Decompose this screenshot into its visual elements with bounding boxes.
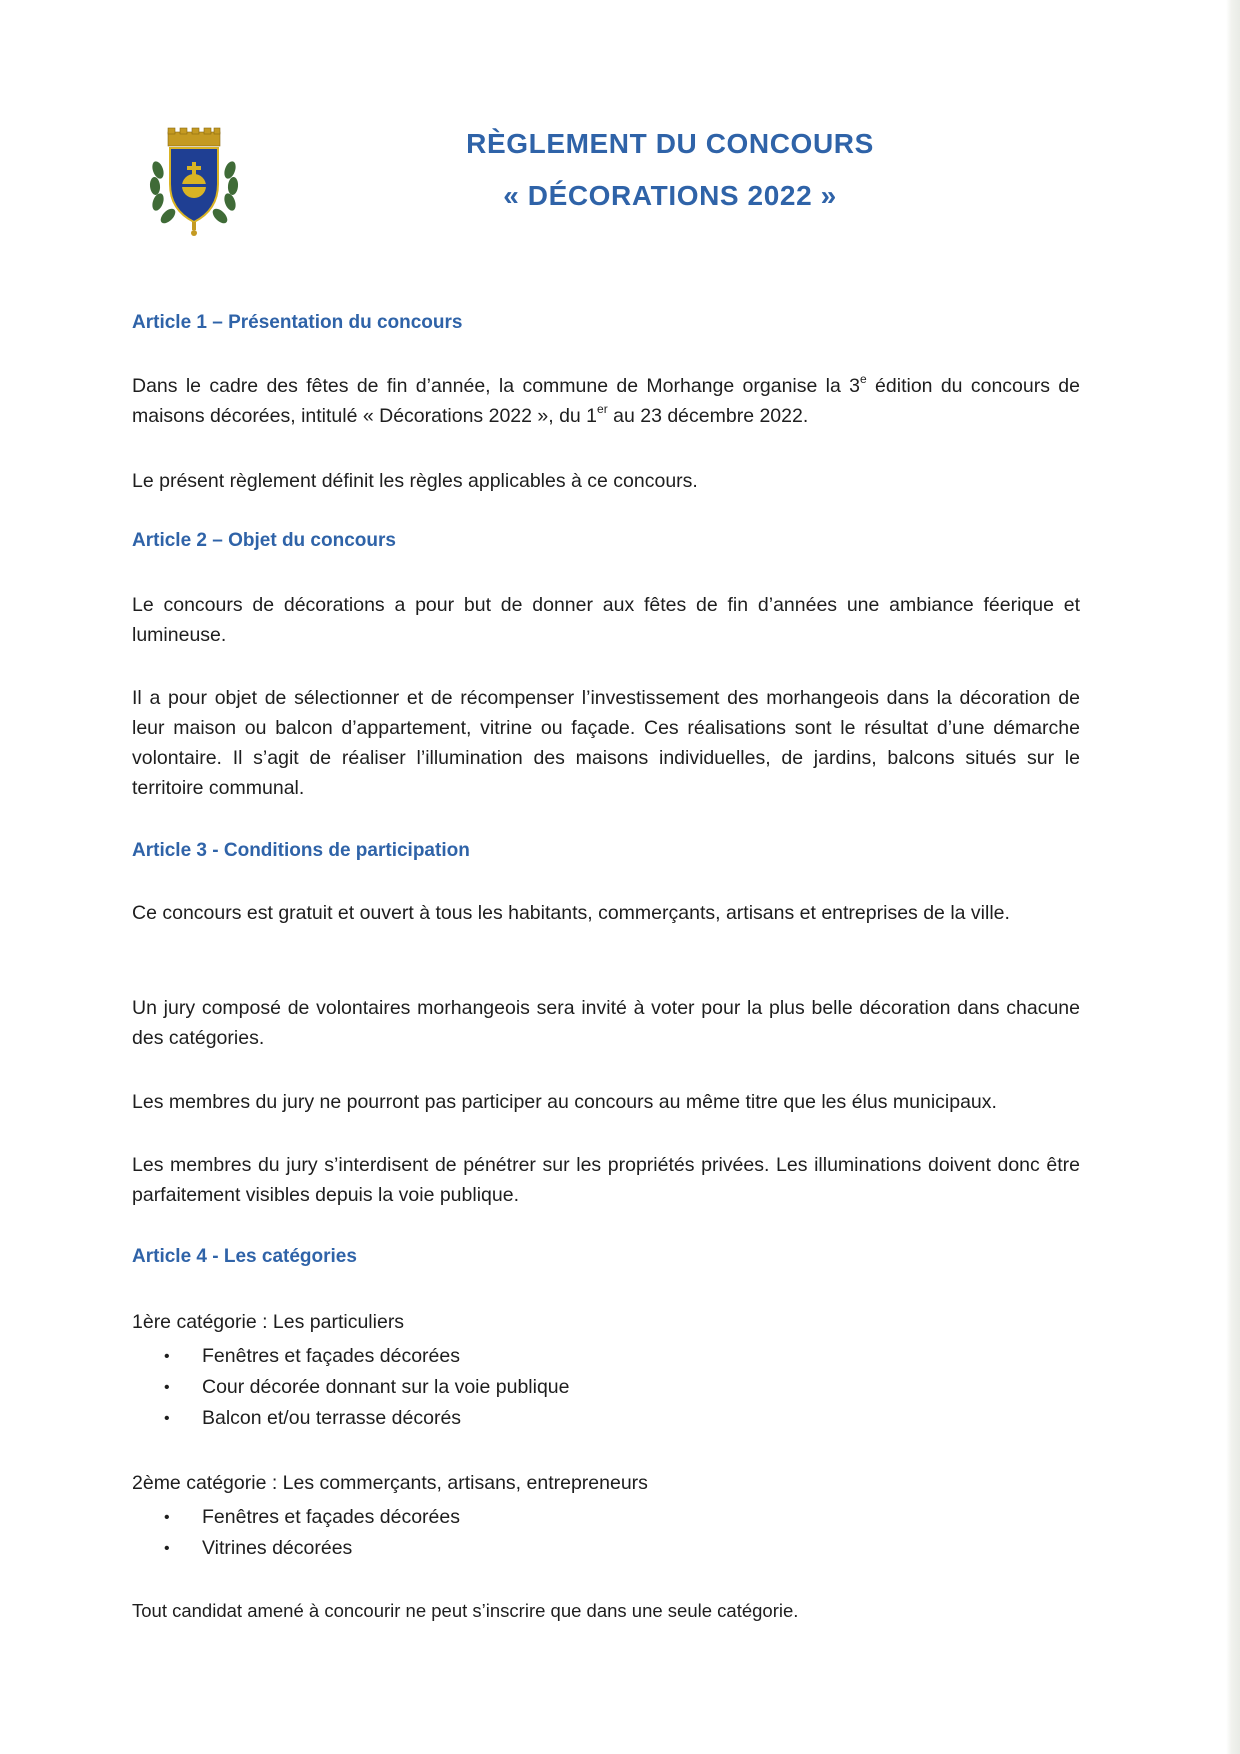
list-item: • Fenêtres et façades décorées <box>132 1502 460 1533</box>
article1-heading: Article 1 – Présentation du concours <box>132 312 463 333</box>
category1-title: 1ère catégorie : Les particuliers <box>132 1311 405 1333</box>
article3-paragraph2: Un jury composé de volontaires morhangeois sera invité à voter pour la plus belle décoration dans chacune des catégories. <box>132 997 1080 1049</box>
closing-sentence: Tout candidat amené à concourir ne peut s’inscrire que dans une seule catégorie. <box>132 1600 799 1621</box>
article3-heading: Article 3 - Conditions de participation <box>132 840 470 861</box>
category2-title: 2ème catégorie : Les commerçants, artisans, entrepreneurs <box>132 1472 648 1494</box>
list-item: • Cour décorée donnant sur la voie publique <box>132 1372 570 1403</box>
article3-paragraph3: Les membres du jury ne pourront pas participer au concours au même titre que les élus municipaux. <box>132 1091 997 1113</box>
article4-heading: Article 4 - Les catégories <box>132 1246 357 1267</box>
page-edge <box>1226 0 1240 1754</box>
article2-heading: Article 2 – Objet du concours <box>132 530 396 551</box>
article1-paragraph2: Le présent règlement définit les règles applicables à ce concours. <box>132 470 698 492</box>
list-item: • Fenêtres et façades décorées <box>132 1341 570 1372</box>
category2-list <box>132 1502 460 1564</box>
article2-paragraph1: Le concours de décorations a pour but de donner aux fêtes de fin d’années une ambiance féerique et lumineuse. <box>132 594 1080 646</box>
category1-list <box>132 1341 570 1434</box>
document-title-line1: RÈGLEMENT DU CONCOURS <box>466 128 874 159</box>
list-item: • Balcon et/ou terrasse décorés <box>132 1403 570 1434</box>
article3-paragraph4: Les membres du jury s’interdisent de pénétrer sur les propriétés privées. Les illuminations doivent donc être parfaitement visibles depuis la voie publique. <box>132 1154 1080 1206</box>
list-item: • Vitrines décorées <box>132 1533 460 1564</box>
article1-paragraph1: Dans le cadre des fêtes de fin d’année, la commune de Morhange organise la 3e édition du concours de maisons décorées, intitulé « Décorations 2022 », du 1er au 23 décembre 2022. <box>132 371 1081 427</box>
town-crest-icon <box>146 126 242 238</box>
document-title-line2: « DÉCORATIONS 2022 » <box>503 180 837 211</box>
article2-paragraph2: Il a pour objet de sélectionner et de récompenser l’investissement des morhangeois dans la décoration de leur maison ou balcon d’appartement, vitrine ou façade. Ces réalisations sont le résultat d’une démarche volontaire. Il s’agit de réaliser l’illumination des maisons individuelles, de jardins, balcons situés sur le territoire communal. <box>132 687 1080 799</box>
article3-paragraph1: Ce concours est gratuit et ouvert à tous les habitants, commerçants, artisans et entreprises de la ville. <box>132 902 1010 924</box>
